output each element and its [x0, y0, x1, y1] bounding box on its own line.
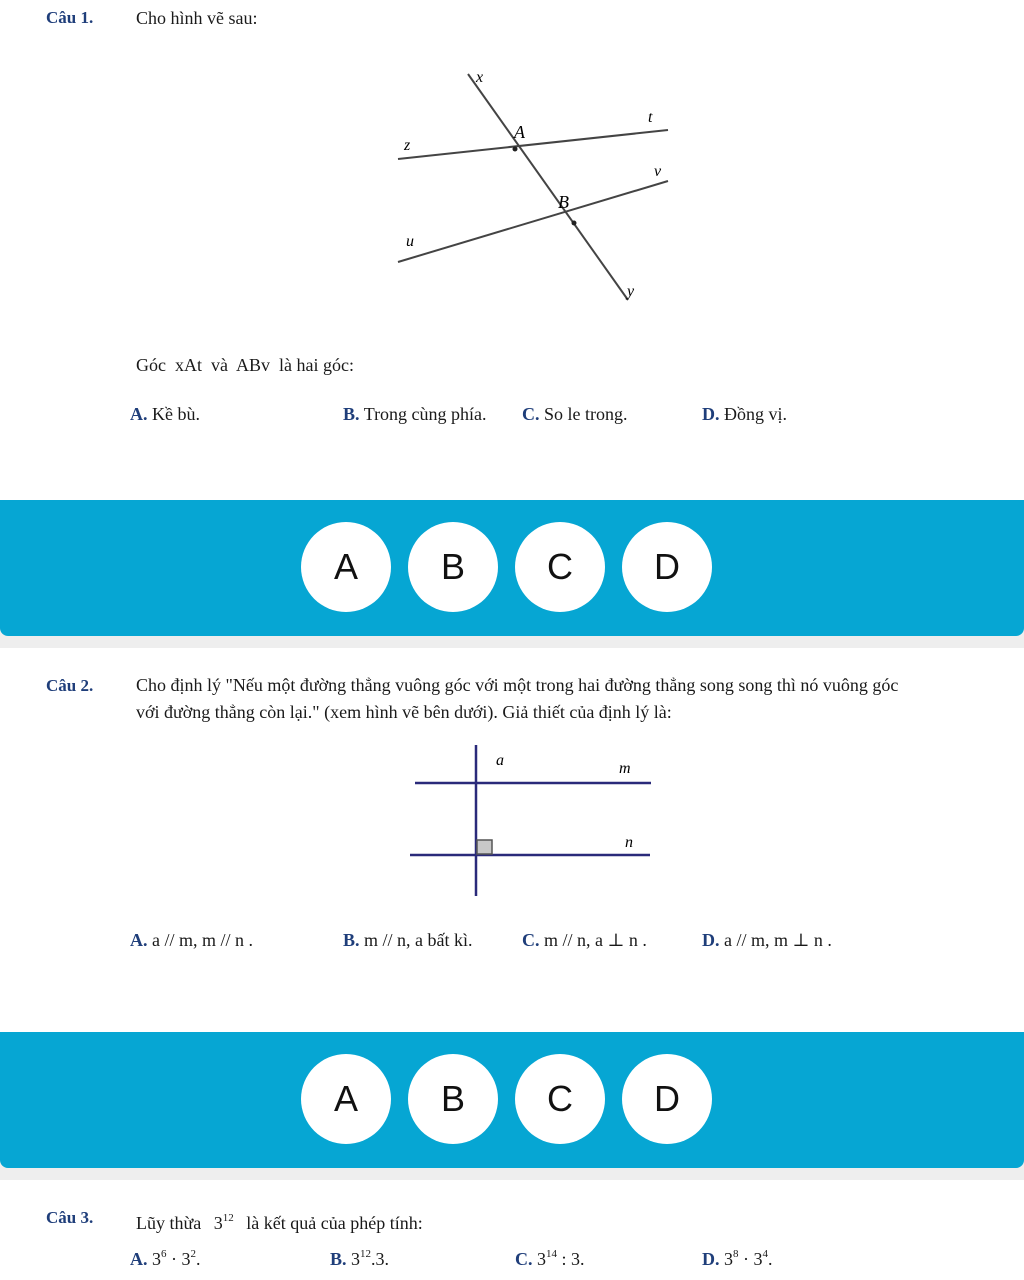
line-uv [398, 181, 668, 262]
label-v: v [654, 163, 662, 180]
label-y: y [627, 283, 635, 300]
question-number: Câu 1. [46, 8, 94, 27]
label-n: n [625, 834, 633, 851]
option-b: B. m // n, a bất kì. [343, 930, 473, 950]
question-text: Lũy thừa $3^{12}$ là kết quả của phép tính: [136, 1212, 423, 1233]
answer-b-button[interactable]: B [408, 1054, 498, 1144]
option-b: B. Trong cùng phía. [343, 404, 487, 424]
figure-perpendicular-lines [0, 743, 1024, 903]
right-angle-mark [477, 840, 492, 854]
option-d: D. a // m, m ⊥ n . [702, 930, 832, 950]
option-b: B. $3^{12}.3$. [330, 1248, 390, 1269]
label-z: z [404, 137, 411, 154]
label-a: a [496, 752, 504, 769]
option-d: D. $3^8 \cdot 3^4$. [702, 1248, 773, 1269]
answer-a-button[interactable]: A [301, 1054, 391, 1144]
line-xy [468, 74, 628, 300]
answer-b-button[interactable]: B [408, 522, 498, 612]
answer-d-button[interactable]: D [622, 522, 712, 612]
question-text: Góc xAt và ABv là hai góc: [136, 355, 354, 375]
question-number: Câu 3. [46, 1208, 94, 1227]
question-1-card [0, 0, 1024, 500]
question-text-line-2: với đường thẳng còn lại." (xem hình vẽ bên dưới). Giả thiết của định lý là: [136, 702, 672, 722]
label-x: x [476, 69, 484, 86]
answer-d-button[interactable]: D [622, 1054, 712, 1144]
label-u: u [406, 233, 414, 250]
label-B: B [558, 192, 569, 212]
question-number: Câu 2. [46, 676, 94, 695]
answer-bar-2 [0, 1032, 1024, 1168]
label-m: m [619, 760, 631, 777]
line-zt [398, 130, 668, 159]
label-t: t [648, 109, 653, 126]
option-a: A. a // m, m // n . [130, 930, 253, 950]
question-3-card [0, 1180, 1024, 1280]
point-B [572, 221, 577, 226]
answer-a-button[interactable]: A [301, 522, 391, 612]
question-text-line-1: Cho định lý "Nếu một đường thẳng vuông góc với một trong hai đường thẳng song song thì nó vuông góc [136, 675, 899, 695]
figure-parallel-transversal [0, 50, 1024, 380]
label-A: A [514, 122, 525, 142]
question-2-card [0, 648, 1024, 1032]
question-prompt: Cho hình vẽ sau: [136, 8, 258, 28]
option-c: C. So le trong. [522, 404, 628, 424]
option-d: D. Đồng vị. [702, 404, 787, 424]
answer-bar-1 [0, 500, 1024, 636]
answer-c-button[interactable]: C [515, 1054, 605, 1144]
option-a: A. Kề bù. [130, 404, 200, 424]
option-a: A. $3^6 \cdot 3^2$. [130, 1248, 201, 1269]
option-c: C. $3^{14}$ : 3. [515, 1248, 585, 1269]
answer-c-button[interactable]: C [515, 522, 605, 612]
option-c: C. m // n, a ⊥ n . [522, 930, 647, 950]
point-A [513, 147, 518, 152]
